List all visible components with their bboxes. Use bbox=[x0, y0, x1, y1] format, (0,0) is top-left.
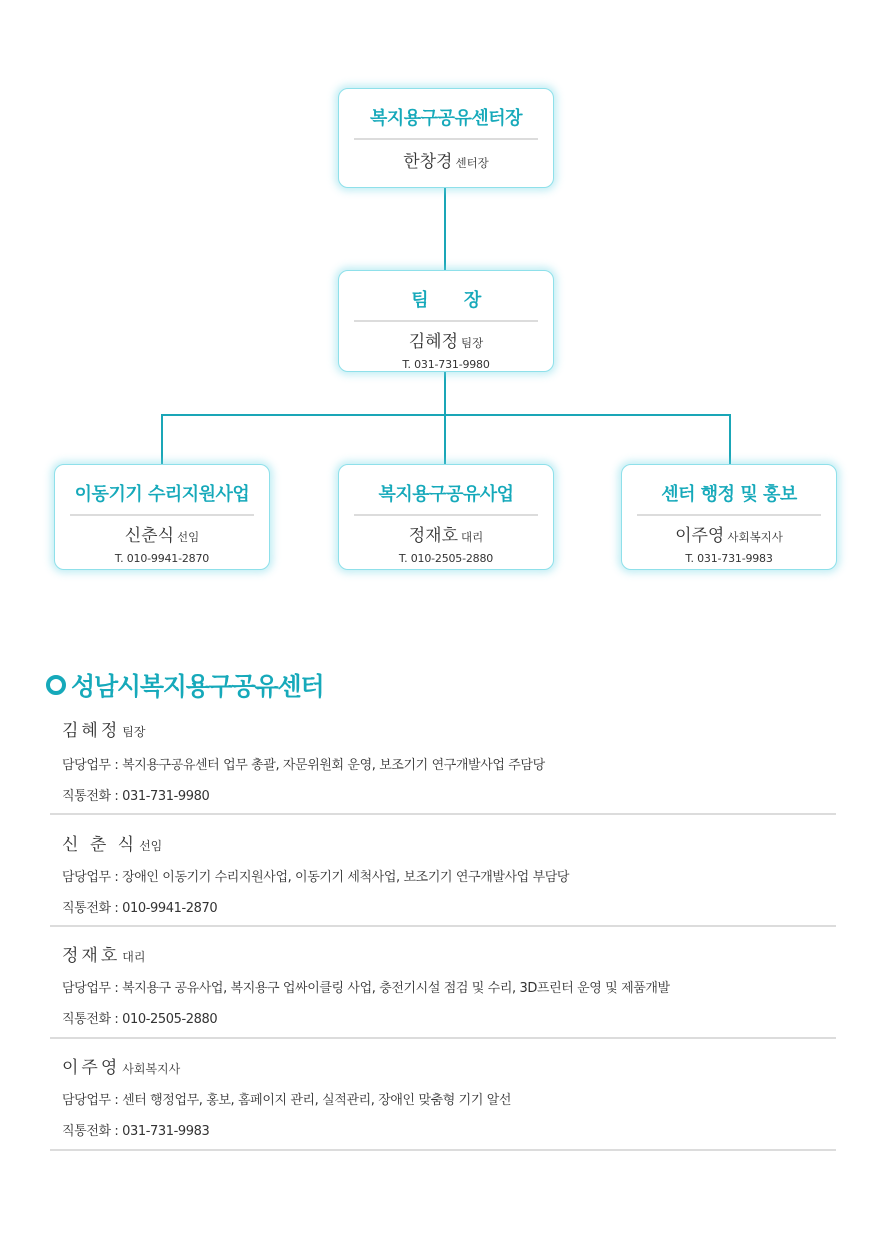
connector-line bbox=[729, 414, 731, 464]
person-name: 이주영 bbox=[675, 526, 725, 546]
person-rank: 팀장 bbox=[461, 336, 484, 350]
person-rank: 대리 bbox=[461, 530, 484, 544]
connector-line bbox=[161, 414, 163, 464]
staff-duty: 담당업무 : 센터 행정업무, 홍보, 홈페이지 관리, 실적관리, 장애인 맞춤형 기기 알선 bbox=[62, 1093, 512, 1108]
staff-duty: 담당업무 : 복지용구 공유사업, 복지용구 업싸이클링 사업, 충전기시설 점검 및 수리, 3D프린터 운영 및 제품개발 bbox=[62, 981, 670, 996]
staff-name: 김혜정 bbox=[62, 721, 121, 741]
section-heading bbox=[46, 669, 323, 701]
org-box-admin-pr bbox=[621, 464, 837, 570]
org-box-person bbox=[339, 526, 553, 547]
person-phone: T. 010-9941-2870 bbox=[114, 552, 210, 565]
org-box-mobility-repair bbox=[54, 464, 270, 570]
circle-bullet-icon bbox=[46, 675, 66, 695]
staff-phone: 직통전화 : 010-9941-2870 bbox=[62, 901, 218, 916]
connector-line bbox=[444, 372, 446, 464]
org-box-center-director bbox=[338, 88, 554, 188]
person-rank: 선임 bbox=[177, 530, 200, 544]
org-chart bbox=[0, 0, 891, 600]
staff-entry bbox=[62, 716, 545, 804]
person-name: 정재호 bbox=[408, 526, 459, 546]
staff-rank: 선임 bbox=[139, 839, 163, 853]
staff-rank: 팀장 bbox=[122, 725, 146, 739]
staff-name-line bbox=[62, 941, 670, 966]
divider bbox=[50, 1037, 836, 1039]
staff-name: 정재호 bbox=[62, 946, 121, 966]
staff-name-line bbox=[62, 1053, 511, 1078]
person-name: 한창경 bbox=[403, 152, 453, 172]
org-box-title: 이동기기 수리지원사업 bbox=[70, 480, 254, 516]
org-box-team-lead bbox=[338, 270, 554, 372]
org-box-sharing-service bbox=[338, 464, 554, 570]
divider bbox=[50, 925, 836, 927]
person-name: 신춘식 bbox=[124, 526, 175, 546]
person-phone: T. 031-731-9983 bbox=[685, 552, 773, 565]
staff-phone: 직통전화 : 031-731-9983 bbox=[62, 1124, 210, 1139]
staff-entry bbox=[62, 941, 670, 1027]
staff-name: 이주영 bbox=[62, 1058, 121, 1078]
connector-line bbox=[444, 188, 446, 270]
org-box-person bbox=[339, 152, 553, 173]
divider bbox=[50, 813, 836, 815]
staff-duty: 담당업무 : 복지용구공유센터 업무 총괄, 자문위원회 운영, 보조기기 연구개발사업 주담당 bbox=[62, 758, 545, 773]
org-box-title: 센터 행정 및 홍보 bbox=[637, 480, 821, 516]
staff-rank: 사회복지사 bbox=[122, 1062, 181, 1076]
staff-duty: 담당업무 : 장애인 이동기기 수리지원사업, 이동기기 세척사업, 보조기기 연구개발사업 부담당 bbox=[62, 870, 570, 885]
person-phone: T. 031-731-9980 bbox=[402, 358, 490, 371]
staff-phone: 직통전화 : 010-2505-2880 bbox=[62, 1012, 218, 1027]
org-box-title: 팀 장 bbox=[354, 286, 538, 322]
connector-line bbox=[161, 414, 731, 416]
person-name: 김혜정 bbox=[408, 332, 459, 352]
person-rank: 센터장 bbox=[455, 156, 489, 170]
person-rank: 사회복지사 bbox=[727, 530, 783, 544]
staff-name: 신 춘 식 bbox=[62, 835, 138, 855]
staff-entry bbox=[62, 1053, 511, 1139]
divider bbox=[50, 1149, 836, 1151]
staff-name-line bbox=[62, 830, 569, 855]
org-box-person bbox=[55, 526, 269, 547]
org-box-person bbox=[339, 332, 553, 353]
staff-name-line bbox=[62, 716, 545, 741]
org-box-person bbox=[622, 526, 836, 547]
person-phone: T. 010-2505-2880 bbox=[398, 552, 494, 565]
staff-rank: 대리 bbox=[122, 950, 146, 964]
staff-phone: 직통전화 : 031-731-9980 bbox=[62, 789, 210, 804]
org-box-title: 복지용구공유센터장 bbox=[354, 104, 538, 140]
section-title: 성남시복지용구공유센터 bbox=[71, 672, 324, 701]
org-box-title: 복지용구공유사업 bbox=[354, 480, 538, 516]
staff-entry bbox=[62, 830, 569, 916]
